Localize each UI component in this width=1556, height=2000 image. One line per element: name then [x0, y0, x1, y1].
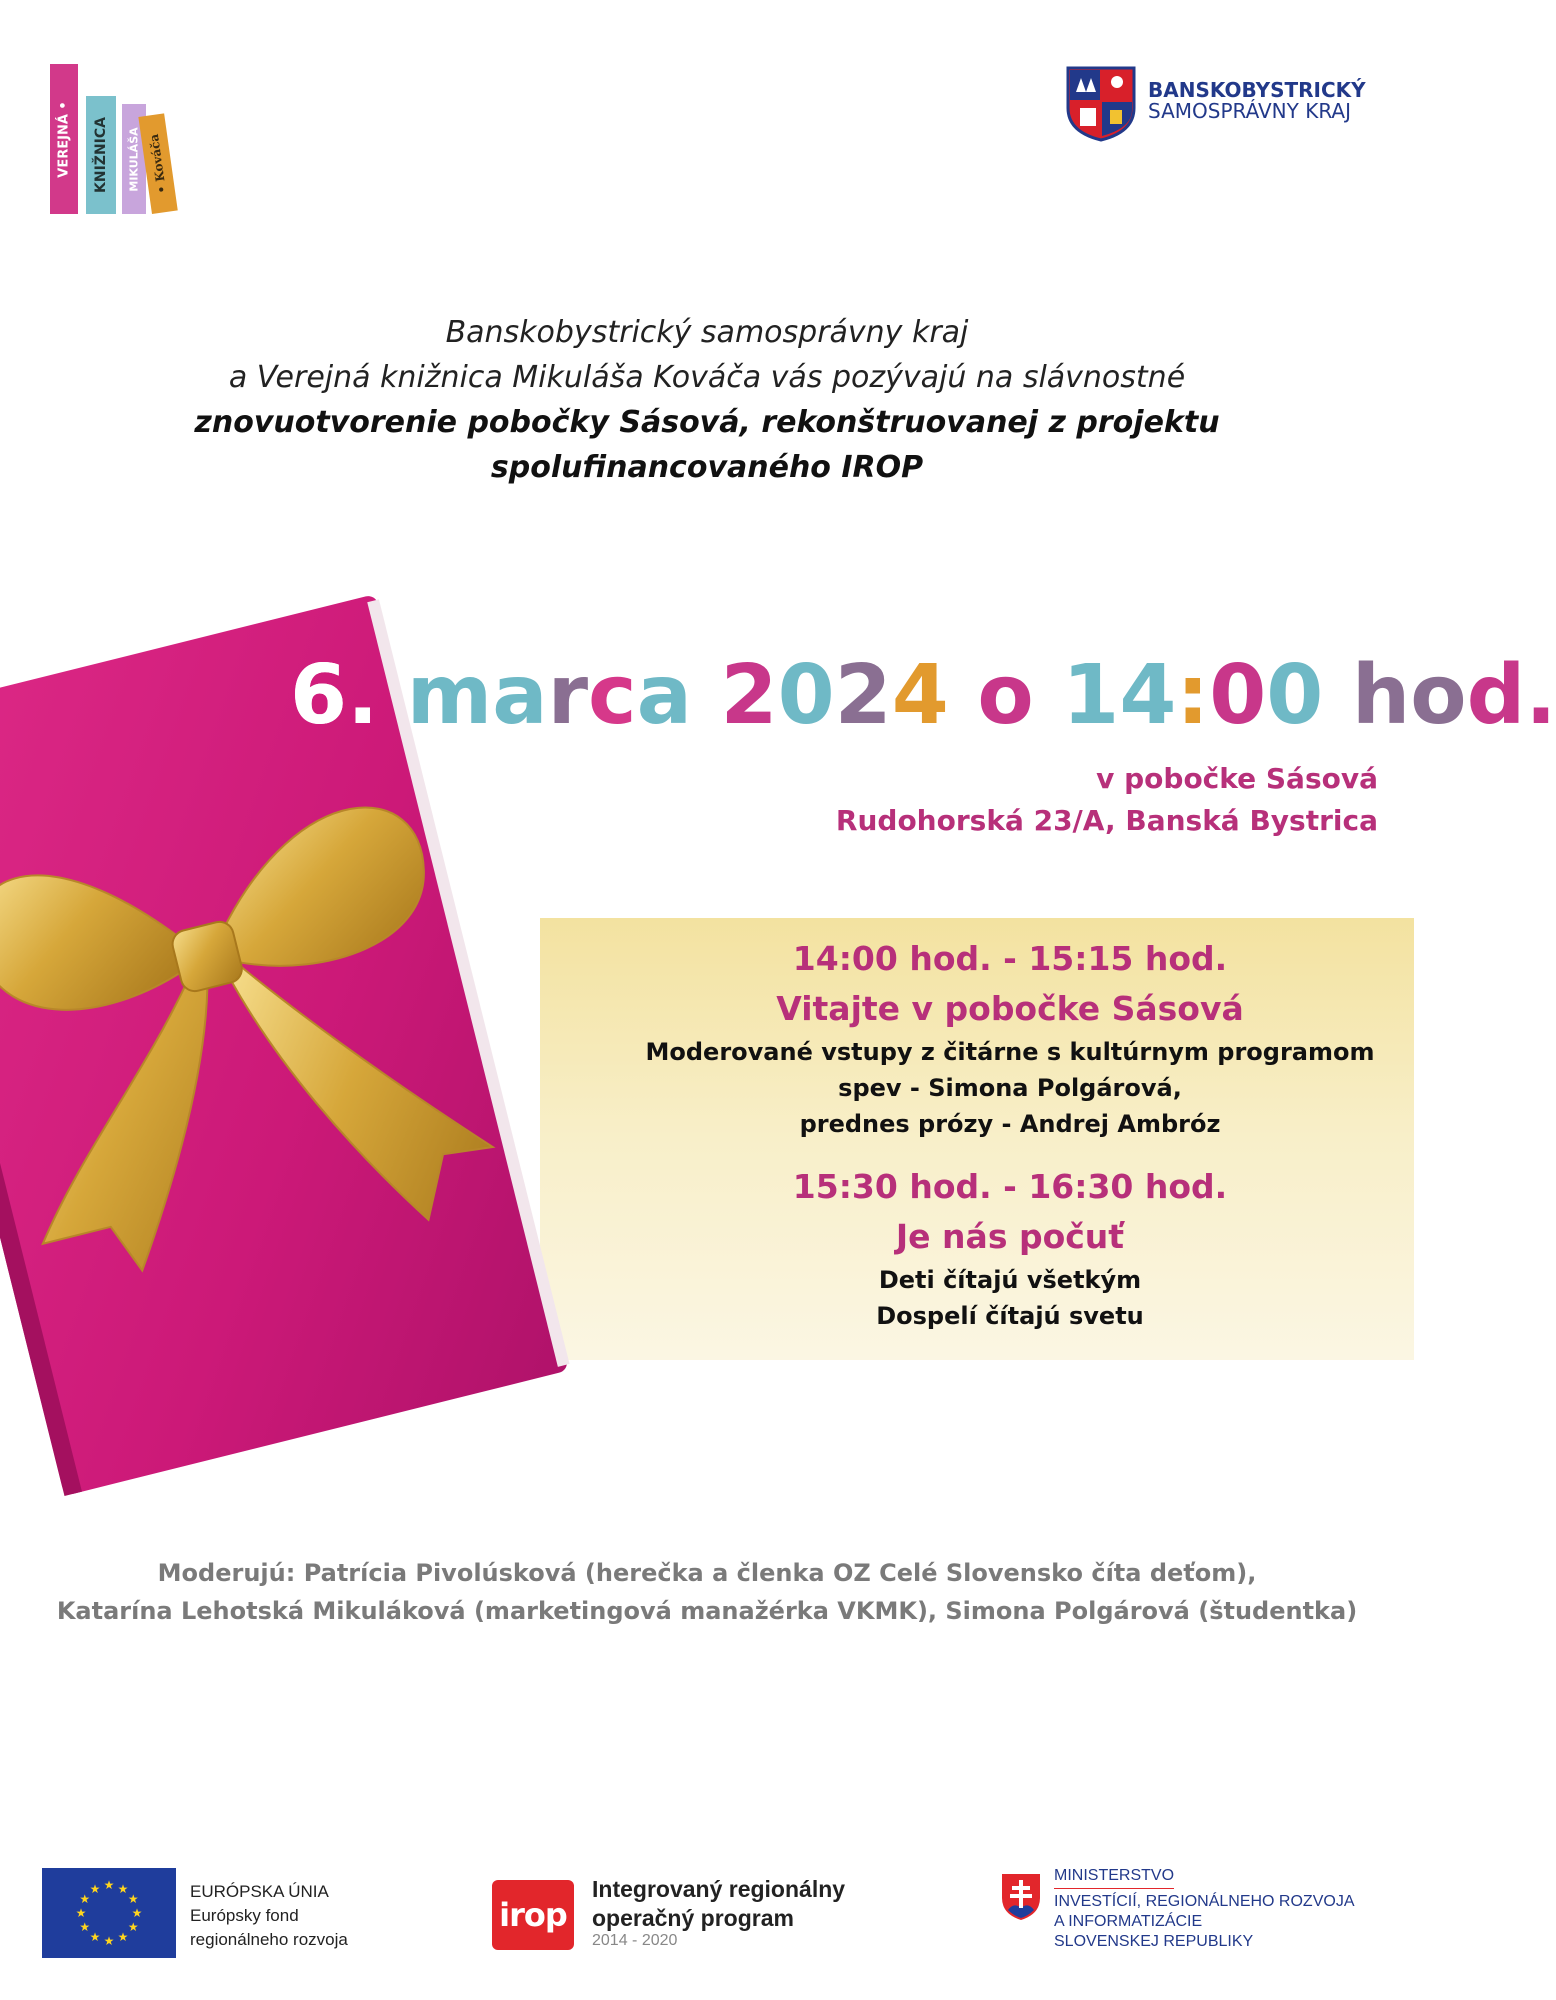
program-line: Deti čítajú všetkým — [878, 1266, 1142, 1294]
program-time: 14:00 hod. - 15:15 hod. — [792, 939, 1228, 978]
headline-char: 2 — [834, 648, 892, 743]
headline-char — [949, 648, 978, 743]
irop-logo — [492, 1874, 892, 1954]
headline-char: c — [588, 648, 637, 743]
program-line: spev - Simona Polgárová, — [838, 1074, 1182, 1102]
eu-star-icon: ★ — [131, 1906, 143, 1920]
headline-char: 4 — [1119, 648, 1177, 743]
headline-char: 0 — [777, 648, 835, 743]
region-name: BANSKOBYSTRICKÝ SAMOSPRÁVNY KRAJ — [1148, 78, 1366, 123]
library-logo — [50, 62, 180, 214]
headline-char: 2 — [720, 648, 778, 743]
headline-char: 6 — [290, 648, 348, 743]
ministry-text: MINISTERSTVO INVESTÍCIÍ, REGIONÁLNEHO ROZVOJA A INFORMATIZÁCIE SLOVENSKEJ REPUBLIKY — [1054, 1867, 1355, 1950]
logo-spine-4: • Kováča — [138, 113, 177, 214]
headline-char: a — [492, 648, 548, 743]
headline-char: m — [406, 648, 493, 743]
program-title: Vitajte v pobočke Sásová — [776, 989, 1244, 1028]
program-line: Dospelí čítajú svetu — [876, 1302, 1144, 1330]
eu-star-icon: ★ — [79, 1892, 91, 1906]
event-place: v pobočke Sásová Rudohorská 23/A, Banská Bystrica — [835, 762, 1378, 837]
headline-char: 0 — [1209, 648, 1267, 743]
eu-star-icon: ★ — [103, 1934, 115, 1948]
program-time: 15:30 hod. - 16:30 hod. — [792, 1167, 1228, 1206]
eu-star-icon: ★ — [117, 1930, 129, 1945]
ministry-logo — [1000, 1866, 1400, 1966]
eu-star-icon: ★ — [75, 1906, 87, 1920]
headline-char: a — [636, 648, 692, 743]
headline-char — [1034, 648, 1063, 743]
headline-char: r — [547, 648, 589, 743]
headline-char: h — [1351, 648, 1411, 743]
eu-star-icon: ★ — [79, 1920, 91, 1934]
irop-mark: irop — [492, 1880, 574, 1950]
intro-text: Banskobystrický samosprávny kraj a Verejná knižnica Mikuláša Kováča vás pozývajú na slávnostné znovuotvorenie pobočky Sásová, rekonštruovanej z projektu spolufinancovaného IROP — [194, 315, 1220, 485]
eu-star-icon: ★ — [103, 1878, 115, 1892]
eu-star-icon: ★ — [127, 1920, 139, 1934]
slovak-coat-of-arms-icon — [1000, 1872, 1042, 1922]
moderators-text: Moderujú: Patrícia Pivolúsková (herečka a členka OZ Celé Slovensko číta deťom), Katarína Lehotská Mikuláková (marketingová manažérka VKMK), Simona Polgárová (študentka) — [56, 1559, 1358, 1625]
logo-spine-1: VEREJNÁ • — [50, 64, 78, 214]
logo-spine-2: KNIŽNICA — [86, 96, 116, 214]
program-title: Je nás počuť — [895, 1217, 1125, 1256]
program-line: Moderované vstupy z čitárne s kultúrnym programom — [645, 1038, 1375, 1066]
region-logo — [1066, 66, 1386, 146]
headline-char — [692, 648, 721, 743]
headline-char: . — [1525, 648, 1556, 743]
headline-char — [378, 648, 407, 743]
irop-text: Integrovaný regionálny operačný program 2014 - 2020 — [592, 1876, 846, 1949]
headline-char: d — [1466, 648, 1526, 743]
headline-char — [1323, 648, 1352, 743]
program-block-2 — [540, 1162, 1480, 1334]
headline-char: o — [1410, 648, 1467, 743]
logo-spine-3: MIKULÁŠA — [122, 104, 146, 214]
headline-char: 4 — [891, 648, 949, 743]
eu-star-icon: ★ — [117, 1881, 129, 1896]
eu-logo — [42, 1868, 382, 1958]
program-line: prednes prózy - Andrej Ambróz — [799, 1110, 1221, 1138]
eu-flag-icon — [42, 1868, 176, 1958]
eu-star-icon: ★ — [127, 1892, 139, 1906]
program-block-1 — [540, 934, 1480, 1142]
region-coat-of-arms-icon — [1066, 66, 1136, 142]
headline-char: 1 — [1062, 648, 1120, 743]
headline-char: . — [347, 648, 379, 743]
eu-star-icon: ★ — [89, 1930, 101, 1945]
event-date-headline — [290, 648, 1556, 743]
headline-char: 0 — [1266, 648, 1324, 743]
headline-char: : — [1176, 648, 1210, 743]
eu-star-icon: ★ — [89, 1881, 101, 1896]
headline-char: o — [977, 648, 1034, 743]
eu-text: EURÓPSKA ÚNIA Európsky fond regionálneho rozvoja — [190, 1882, 348, 1949]
